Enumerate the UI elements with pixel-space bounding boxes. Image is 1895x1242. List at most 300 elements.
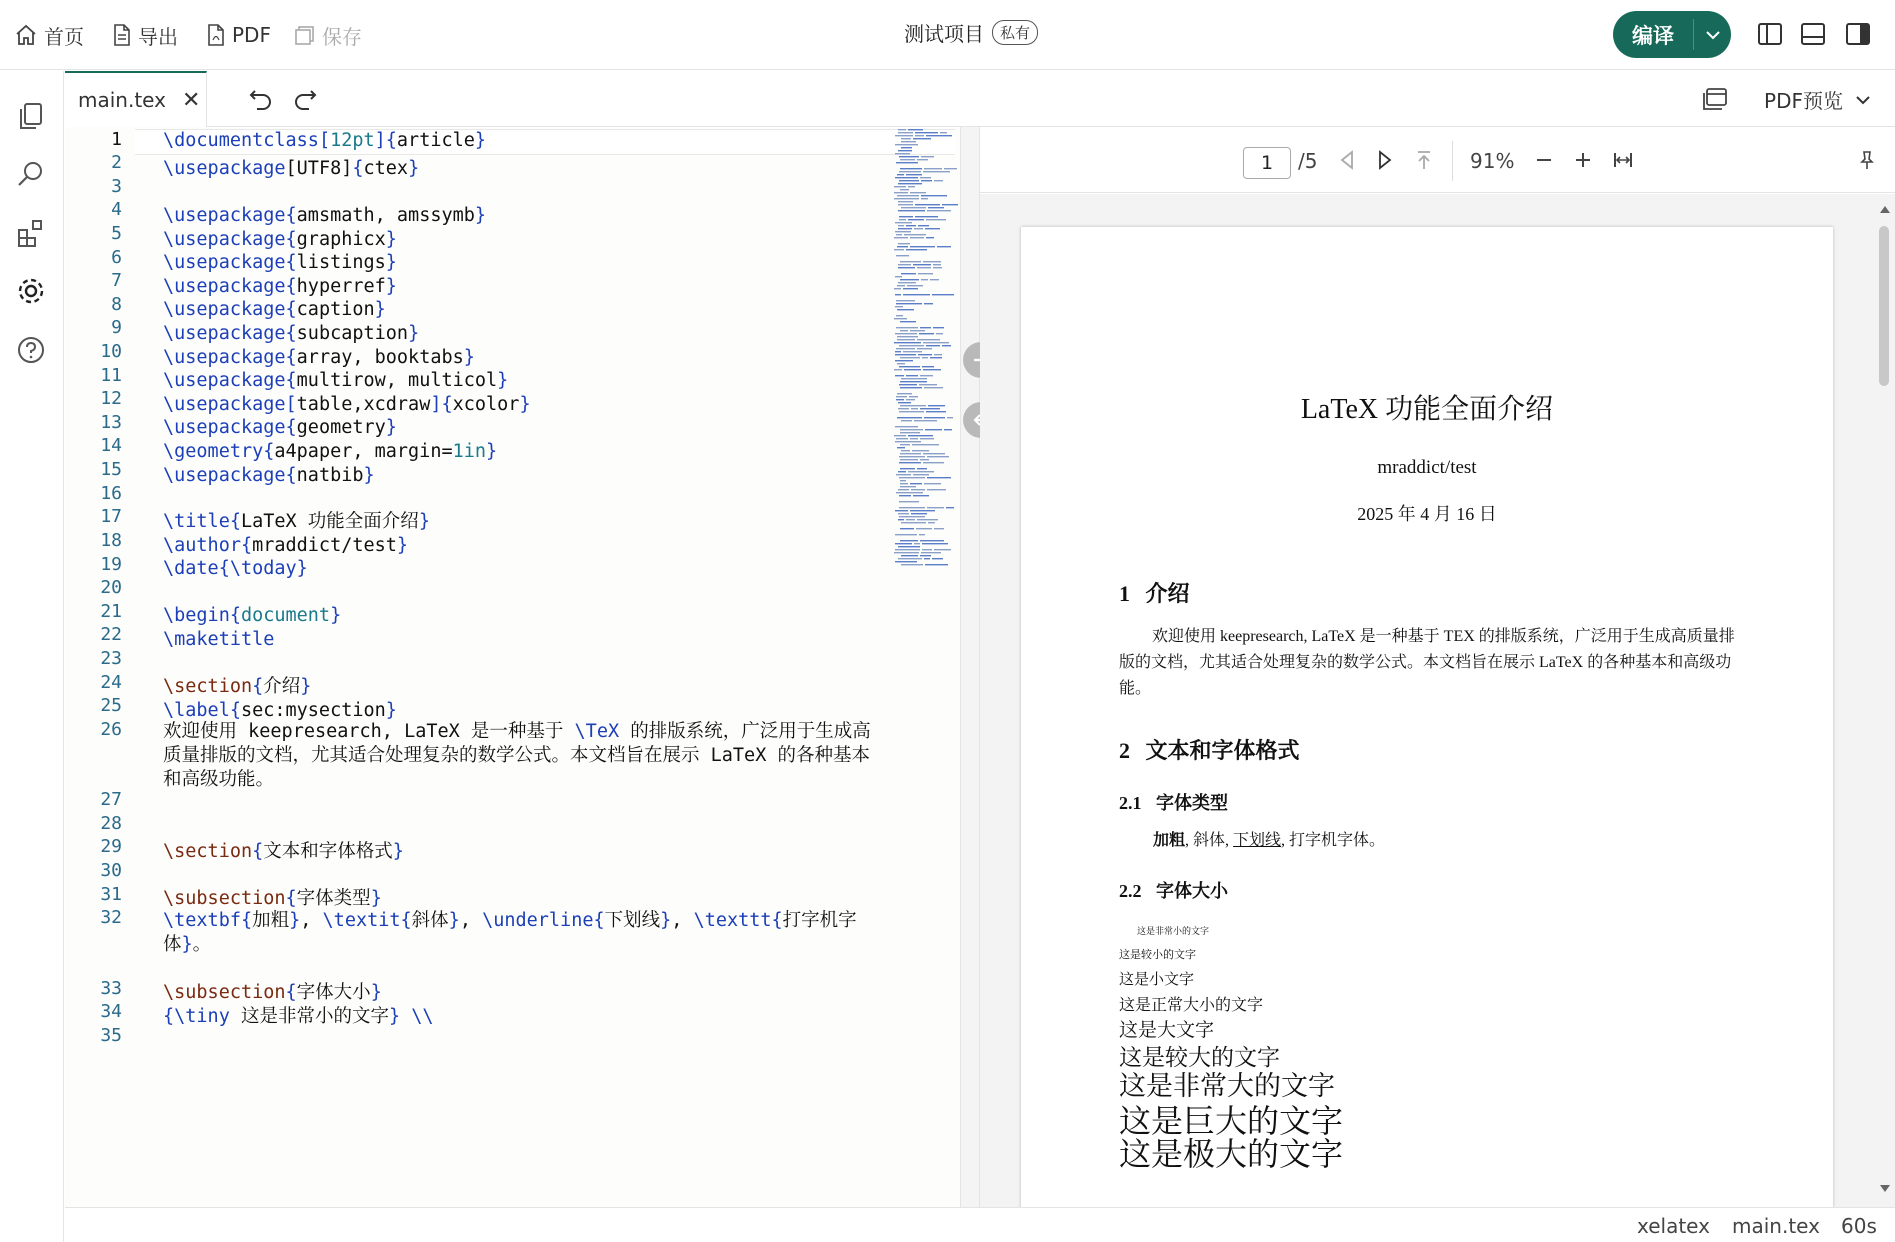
- line-number: 14: [100, 435, 122, 456]
- minimap-line: [933, 267, 942, 268]
- minimap-line: [911, 489, 925, 490]
- minimap-line: [894, 186, 906, 187]
- minimap-line: [896, 399, 904, 400]
- code-line-6: \usepackage{listings}: [163, 252, 397, 273]
- minimap-line: [894, 288, 901, 289]
- minimap-line: [900, 159, 915, 160]
- minimap-line: [899, 180, 919, 181]
- chevron-down-icon: [1855, 95, 1871, 105]
- pdf-download-button[interactable]: [206, 20, 271, 50]
- minimap-line: [897, 309, 914, 310]
- line-number: 2: [111, 152, 122, 173]
- minimap-line: [897, 336, 918, 337]
- scroll-thumb[interactable]: [1879, 226, 1889, 386]
- minimap-line: [908, 435, 933, 436]
- minimap-line: [921, 279, 928, 280]
- code-line-21: \begin{document}: [163, 605, 342, 626]
- size-sample: 这是非常小的文字: [1137, 926, 1210, 936]
- minimap-line: [895, 177, 918, 178]
- subsection-heading: 2.1 字体类型: [1119, 793, 1228, 813]
- minimap-line: [894, 342, 921, 343]
- minimap-line: [908, 129, 923, 130]
- minimap-line: [895, 351, 901, 352]
- code-line-10: \usepackage{array, booktabs}: [163, 347, 475, 368]
- home-label: 首页: [44, 24, 84, 49]
- minimap-line: [906, 249, 927, 250]
- minimap-line: [924, 168, 942, 169]
- minimap-line: [918, 225, 929, 226]
- minimap-line: [895, 375, 904, 376]
- minimap-line: [895, 510, 908, 511]
- minimap-line: [937, 246, 951, 247]
- minimap-line: [900, 357, 920, 358]
- code-line-4: \usepackage{amsmath, amssymb}: [163, 205, 487, 226]
- minimap-line: [898, 129, 906, 130]
- line-number: 6: [111, 247, 122, 268]
- minimap-line: [895, 354, 916, 355]
- minimap-line: [917, 339, 940, 340]
- line-number: 5: [111, 223, 122, 244]
- next-page-icon[interactable]: [1376, 149, 1394, 171]
- minimap-line: [924, 387, 943, 388]
- minimap-line: [900, 432, 920, 433]
- minimap-line: [899, 345, 924, 346]
- code-line-29: \section{文本和字体格式}: [163, 841, 404, 862]
- minimap-line: [903, 294, 930, 295]
- code-line-2: \usepackage[UTF8]{ctex}: [163, 158, 420, 179]
- minimap-line: [897, 339, 915, 340]
- line-number-gutter: [65, 127, 135, 1207]
- minimap-line: [901, 378, 927, 379]
- doc-author: mraddict/test: [1377, 457, 1477, 478]
- file-status[interactable]: main.tex: [1732, 1214, 1820, 1238]
- previous-page-icon[interactable]: [1338, 149, 1356, 171]
- pdf-mode-select[interactable]: [1764, 85, 1871, 114]
- minimap-line: [923, 453, 945, 454]
- minimap-line: [926, 237, 934, 238]
- line-number: 28: [100, 813, 122, 834]
- minimap-line: [900, 483, 908, 484]
- size-sample: 这是较大的文字: [1119, 1045, 1280, 1070]
- minimap-line: [895, 426, 918, 427]
- search-icon[interactable]: [14, 157, 48, 191]
- minimap-line: [896, 234, 902, 235]
- doc-title: LaTeX 功能全面介绍: [1300, 394, 1554, 425]
- pane-splitter[interactable]: [960, 127, 980, 1207]
- minimap-line: [895, 561, 917, 562]
- minimap-line: [898, 402, 911, 403]
- minimap-line: [896, 300, 915, 301]
- minimap-line: [897, 195, 919, 196]
- minimap-line: [895, 543, 912, 544]
- minimap-line: [921, 552, 941, 553]
- line-number: 4: [111, 199, 122, 220]
- size-sample: 这是巨大的文字: [1119, 1103, 1344, 1139]
- minimap-line: [894, 369, 902, 370]
- minimap-line: [947, 417, 953, 418]
- minimap-line: [899, 366, 920, 367]
- minimap-line: [921, 198, 928, 199]
- chevron-down-icon: [1705, 30, 1721, 40]
- minimap-line: [898, 183, 922, 184]
- minimap-line: [894, 198, 919, 199]
- line-number: 7: [111, 270, 122, 291]
- pin-icon[interactable]: [1858, 149, 1876, 171]
- minimap-line: [924, 558, 930, 559]
- minimap-line: [894, 237, 908, 238]
- status-bar: [65, 1207, 1895, 1242]
- line-number: 25: [100, 695, 122, 716]
- layout-right-panel-icon[interactable]: [1845, 22, 1871, 46]
- minimap-line: [903, 288, 918, 289]
- minimap-line: [897, 246, 908, 247]
- minimap-line: [934, 528, 944, 529]
- minimap-line: [901, 564, 923, 565]
- font-types-line: 加粗, 斜体, 下划线, 打字机字体。: [1153, 832, 1386, 849]
- minimap-line: [900, 168, 922, 169]
- minimap-line: [898, 243, 910, 244]
- zoom-level[interactable]: 91%: [1470, 149, 1515, 173]
- code-editor[interactable]: [65, 127, 960, 1207]
- minimap-line: [930, 279, 939, 280]
- minimap-line: [895, 333, 917, 334]
- minimap-line: [914, 228, 923, 229]
- minimap-line: [933, 327, 944, 328]
- minimap-line: [898, 228, 912, 229]
- minimap-line: [920, 438, 934, 439]
- minimap-line: [898, 408, 909, 409]
- pdf-mode-label: PDF预览: [1764, 89, 1843, 113]
- layout-split-icon[interactable]: [1757, 22, 1783, 46]
- redo-icon[interactable]: [292, 85, 318, 111]
- minimap-line: [895, 135, 913, 136]
- compile-options-button[interactable]: [1694, 11, 1731, 58]
- code-line-32: \textbf{加粗}, \textit{斜体}, \underline{下划线}, \texttt{打字机字体}。: [163, 910, 857, 955]
- minimap-line: [936, 333, 943, 334]
- line-number: 8: [111, 294, 122, 315]
- minimap-line: [894, 435, 906, 436]
- project-title[interactable]: [904, 18, 1038, 47]
- minimap-line: [894, 552, 919, 553]
- first-page-icon[interactable]: [1415, 149, 1433, 171]
- minimap-line: [927, 477, 951, 478]
- minimap-line: [896, 438, 908, 439]
- minimap-line: [923, 462, 944, 463]
- line-number: 31: [100, 884, 122, 905]
- minimap-line: [904, 369, 921, 370]
- home-button[interactable]: [14, 20, 84, 50]
- minimap-line: [915, 132, 938, 133]
- minimap-line: [899, 507, 925, 508]
- scroll-up-icon[interactable]: [1879, 204, 1891, 214]
- minimap-line: [897, 285, 905, 286]
- minimap-line: [894, 249, 904, 250]
- extensions-icon[interactable]: [14, 216, 48, 250]
- code-line-11: \usepackage{multirow, multicol}: [163, 370, 509, 391]
- minimap-line: [897, 447, 905, 448]
- settings-gear-icon[interactable]: [14, 274, 48, 308]
- minimap-line: [926, 345, 940, 346]
- minimap-line: [921, 195, 947, 196]
- minimap-line: [896, 348, 915, 349]
- minimap-line: [913, 495, 929, 496]
- code-line-5: \usepackage{graphicx}: [163, 229, 397, 250]
- pdf-viewer[interactable]: [980, 194, 1875, 1207]
- line-number: 18: [100, 530, 122, 551]
- compile-button[interactable]: 编译: [1632, 23, 1674, 48]
- minimap-line: [900, 468, 915, 469]
- close-icon[interactable]: ✕: [181, 87, 201, 113]
- line-number: 3: [111, 176, 122, 197]
- minimap-line: [900, 459, 918, 460]
- line-number: 16: [100, 483, 122, 504]
- minimap-line: [895, 231, 911, 232]
- minimap-line: [912, 450, 929, 451]
- code-line-24: \section{介绍}: [163, 676, 312, 697]
- minimap-line: [900, 453, 921, 454]
- minimap-line: [924, 303, 933, 304]
- minimap-line: [920, 408, 940, 409]
- line-number: 21: [100, 601, 122, 622]
- minimap-line: [895, 294, 901, 295]
- minimap-line: [900, 405, 926, 406]
- minimap-line: [920, 375, 933, 376]
- pdf-label: PDF: [232, 23, 271, 47]
- code-line-12: \usepackage[table,xcdraw]{xcolor}: [163, 394, 531, 415]
- page-number-input[interactable]: 1: [1243, 147, 1291, 179]
- line-number: 33: [100, 978, 122, 999]
- minimap-line: [899, 216, 913, 217]
- layout-bottom-panel-icon[interactable]: [1800, 22, 1826, 46]
- zoom-in-icon[interactable]: [1573, 149, 1593, 171]
- minimap-line: [896, 492, 923, 493]
- line-number: 10: [100, 341, 122, 362]
- size-sample: 这是较小的文字: [1119, 949, 1196, 961]
- line-number: 27: [100, 789, 122, 810]
- code-line-9: \usepackage{subcaption}: [163, 323, 420, 344]
- help-icon[interactable]: [14, 333, 48, 367]
- minimap-line: [919, 384, 937, 385]
- minimap-line: [895, 153, 910, 154]
- minimap-line: [900, 261, 921, 262]
- project-name: 测试项目: [904, 22, 984, 46]
- minimap-line: [897, 393, 912, 394]
- minimap-line: [942, 204, 958, 205]
- minimap-line: [917, 468, 927, 469]
- minimap-line: [919, 333, 934, 334]
- minimap-line: [915, 216, 938, 217]
- minimap-line: [901, 522, 926, 523]
- minimap-line: [925, 429, 942, 430]
- minimap-line: [900, 540, 918, 541]
- minimap-line: [895, 441, 921, 442]
- minimap-line: [922, 366, 934, 367]
- export-button[interactable]: [112, 20, 178, 50]
- engine-status[interactable]: xelatex: [1637, 1214, 1710, 1238]
- minimap-line: [899, 384, 917, 385]
- minimap-line: [906, 399, 915, 400]
- pdf-logs-icon[interactable]: [1702, 87, 1728, 111]
- minimap-line: [898, 204, 913, 205]
- minimap-line: [920, 540, 944, 541]
- minimap-line: [901, 555, 918, 556]
- minimap-line: [898, 150, 912, 151]
- minimap-line: [898, 471, 906, 472]
- minimap-line: [896, 396, 907, 397]
- minimap-line: [901, 141, 916, 142]
- minimap-line: [913, 474, 929, 475]
- minimap-line: [900, 528, 914, 529]
- code-line-19: \date{\today}: [163, 558, 308, 579]
- line-number: 15: [100, 459, 122, 480]
- size-sample: 这是小文字: [1119, 972, 1195, 988]
- line-number: 29: [100, 836, 122, 857]
- timer-status: 60s: [1841, 1214, 1877, 1238]
- files-icon[interactable]: [14, 99, 48, 133]
- minimap-line: [923, 342, 949, 343]
- fit-width-icon[interactable]: [1612, 149, 1634, 171]
- minimap-line: [900, 381, 927, 382]
- top-bar: [0, 0, 1895, 70]
- minimap-line: [906, 174, 922, 175]
- minimap-line: [930, 357, 942, 358]
- size-sample: 这是非常大的文字: [1119, 1071, 1335, 1101]
- minimap-line: [913, 264, 931, 265]
- minimap-line: [911, 408, 918, 409]
- minimap-line: [915, 204, 940, 205]
- pdf-toolbar: [980, 127, 1895, 193]
- minimap-line: [920, 459, 929, 460]
- minimap-line: [925, 228, 940, 229]
- minimap-line: [899, 411, 924, 412]
- tab-main-tex[interactable]: [65, 71, 207, 127]
- minimap-line: [932, 294, 954, 295]
- zoom-out-icon[interactable]: [1534, 149, 1554, 171]
- page-total: /5: [1298, 149, 1318, 173]
- minimap-line: [923, 261, 941, 262]
- line-number: 9: [111, 317, 122, 338]
- minimap-line: [898, 267, 915, 268]
- minimap-line: [925, 564, 948, 565]
- minimap-line: [894, 318, 907, 319]
- code-line-17: \title{LaTeX 功能全面介绍}: [163, 511, 430, 532]
- minimap-line: [901, 138, 911, 139]
- minimap-line: [928, 405, 945, 406]
- minimap-line: [926, 219, 946, 220]
- section-heading: 1 介绍: [1119, 581, 1190, 606]
- minimap-line: [898, 513, 909, 514]
- minimap-line: [910, 246, 935, 247]
- minimap-line: [910, 330, 925, 331]
- line-number: 30: [100, 860, 122, 881]
- minimap-line: [934, 549, 951, 550]
- minimap-line: [900, 189, 909, 190]
- minimap-line: [921, 156, 934, 157]
- pdf-page: [1021, 227, 1833, 1207]
- code-line-31: \subsection{字体类型}: [163, 888, 382, 909]
- minimap-line: [898, 201, 913, 202]
- minimap-line: [912, 444, 939, 445]
- minimap-line: [895, 144, 918, 145]
- minimap-line: [918, 354, 932, 355]
- minimap-line: [899, 462, 921, 463]
- save-button[interactable]: [294, 20, 362, 50]
- minimap-line: [910, 237, 924, 238]
- minimap-line: [900, 444, 910, 445]
- minimap-line: [927, 507, 944, 508]
- minimap-line: [915, 135, 924, 136]
- pdf-scrollbar[interactable]: [1875, 194, 1895, 1207]
- size-sample: 这是极大的文字: [1119, 1136, 1344, 1172]
- line-number: 34: [100, 1001, 122, 1022]
- minimap-line: [899, 477, 925, 478]
- minimap-line: [906, 375, 918, 376]
- export-label: 导出: [138, 24, 178, 49]
- minimap-line: [921, 180, 932, 181]
- minimap-line: [898, 558, 922, 559]
- minimap-line: [908, 186, 915, 187]
- minimap-line: [897, 417, 922, 418]
- minimap-line: [897, 174, 904, 175]
- minimap-line: [920, 555, 931, 556]
- minimap-line: [904, 234, 926, 235]
- minimap-line: [907, 285, 923, 286]
- minimap-line: [911, 513, 927, 514]
- minimap-line: [903, 351, 922, 352]
- minimap-line: [934, 180, 943, 181]
- minimap-line: [896, 315, 903, 316]
- line-number: 35: [100, 1025, 122, 1046]
- minimap-line: [897, 363, 905, 364]
- minimap-line: [926, 411, 946, 412]
- minimap-line: [900, 330, 908, 331]
- minimap-line: [918, 273, 933, 274]
- code-line-35: {\tiny 这是非常小的文字} \\: [163, 1006, 434, 1027]
- minimap-line: [923, 171, 950, 172]
- line-number: 20: [100, 577, 122, 598]
- undo-icon[interactable]: [248, 85, 274, 111]
- minimap-line: [932, 558, 943, 559]
- pdf-header: [980, 71, 1895, 127]
- minimap-line: [942, 345, 951, 346]
- minimap-line: [898, 519, 904, 520]
- scroll-down-icon[interactable]: [1879, 1184, 1891, 1194]
- size-sample: 这是大文字: [1119, 1020, 1215, 1041]
- save-label: 保存: [322, 24, 362, 49]
- minimap-line: [899, 219, 906, 220]
- minimap-line: [899, 516, 925, 517]
- code-line-34: \subsection{字体大小}: [163, 982, 382, 1003]
- minimap-line: [920, 177, 931, 178]
- minimap-line: [895, 360, 913, 361]
- minimap[interactable]: [890, 127, 960, 567]
- size-sample: 这是正常大小的文字: [1119, 997, 1264, 1014]
- minimap-line: [922, 549, 932, 550]
- minimap-line: [944, 429, 952, 430]
- minimap-line: [927, 210, 951, 211]
- line-number: 1: [111, 129, 122, 150]
- minimap-line: [922, 543, 948, 544]
- line-number: 22: [100, 624, 122, 645]
- line-number: 19: [100, 554, 122, 575]
- minimap-line: [926, 135, 952, 136]
- minimap-line: [914, 543, 920, 544]
- minimap-line: [914, 420, 937, 421]
- section-paragraph: 欢迎使用 keepresearch, LaTeX 是一种基于 TEX 的排版系统，广泛用于生成高质量排版的文档，尤其适合处理复杂的数学公式。本文档旨在展示 LaTeX 的各种基本和高级功能。: [1119, 628, 1735, 697]
- minimap-line: [924, 417, 945, 418]
- minimap-line: [908, 471, 934, 472]
- minimap-line: [898, 546, 920, 547]
